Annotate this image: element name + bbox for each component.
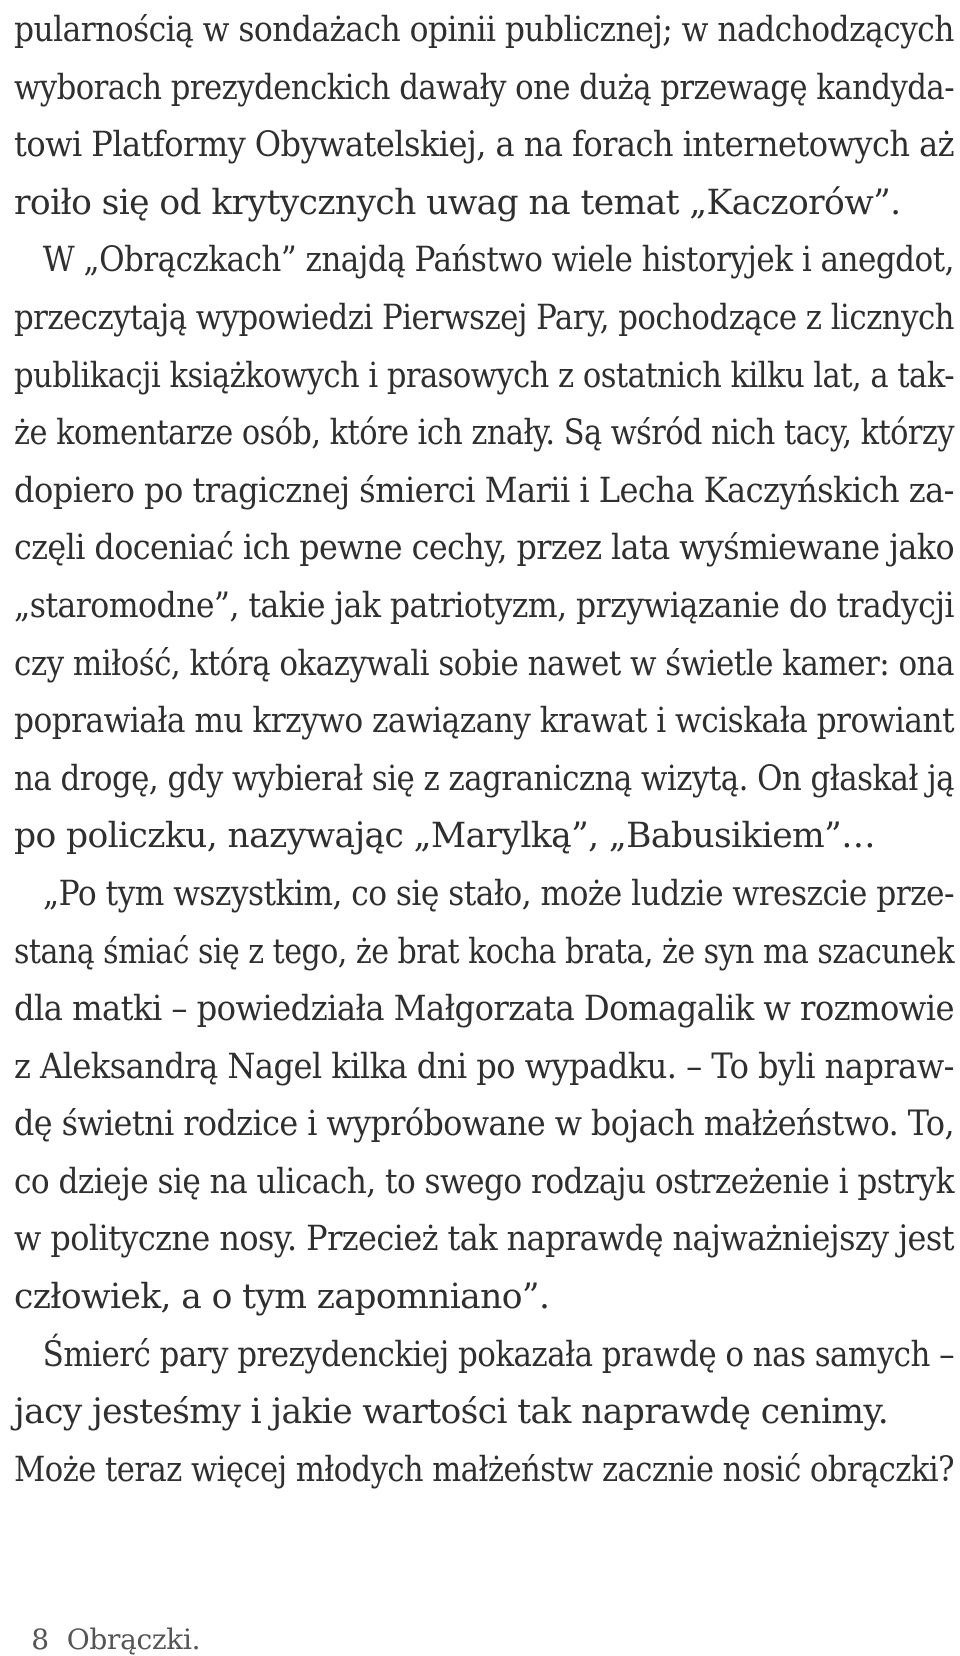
text-line: co dzieje się na ulicach, to swego rodzaju ostrzeżenie i pstryk [14,1161,954,1202]
text-line: pularnością w sondażach opinii publicznej; w nadchodzących [14,10,954,50]
running-title: Obrączki. [66,1623,201,1656]
text-line: W „Obrączkach” znajdą Państwo wiele historyjek i anegdot, [42,240,954,281]
book-page-body [14,2,954,1499]
text-line: na drogę, gdy wybierał się z zagraniczną wizytą. On głaskał ją [14,758,955,799]
text-line: że komentarze osób, które ich znały. Są wśród nich tacy, którzy [14,413,955,454]
text-line: czy miłość, którą okazywali sobie nawet w świetle kamer: ona [14,643,954,684]
text-line: towi Platformy Obywatelskiej, a na forach internetowych aż [14,125,954,166]
text-line: z Aleksandrą Nagel kilka dni po wypadku. – To byli napraw- [14,1046,954,1087]
text-line: dla matki – powiedziała Małgorzata Domagalik w rozmowie [14,989,955,1030]
text-line: poprawiała mu krzywo zawiązany krawat i wciskała prowiant [14,701,954,742]
page-footer [14,1590,200,1656]
text-line: jacy jesteśmy i jakie wartości tak naprawdę cenimy. [14,1392,889,1433]
text-line: człowiek, a o tym zapomniano”. [14,1277,550,1318]
text-line: częli doceniać ich pewne cechy, przez lata wyśmiewane jako [14,528,955,569]
text-line: publikacji książkowych i prasowych z ostatnich kilku lat, a tak- [14,355,955,396]
text-line: staną śmiać się z tego, że brat kocha brata, że syn ma szacunek [14,931,955,972]
text-line: wyborach prezydenckich dawały one dużą przewagę kandyda- [14,67,955,108]
text-line: dę świetni rodzice i wypróbowane w bojach małżeństwo. To, [14,1104,955,1145]
text-line: przeczytają wypowiedzi Pierwszej Pary, pochodzące z licznych [14,297,954,338]
text-line: „Po tym wszystkim, co się stało, może ludzie wreszcie prze- [43,873,955,914]
text-line: w polityczne nosy. Przecież tak naprawdę najważniejszy jest [14,1219,954,1260]
page-number: 8 [31,1623,49,1656]
text-line: roiło się od krytycznych uwag na temat „Kaczorów”. [14,182,901,223]
text-line: Może teraz więcej młodych małżeństw zacznie nosić obrączki? [14,1449,954,1490]
text-line: Śmierć pary prezydenckiej pokazała prawdę o nas samych – [42,1334,955,1375]
text-line: po policzku, nazywając „Marylką”, „Babusikiem”… [14,816,876,857]
text-line: „staromodne”, takie jak patriotyzm, przywiązanie do tradycji [14,585,954,626]
text-line: dopiero po tragicznej śmierci Marii i Lecha Kaczyńskich za- [14,470,954,511]
